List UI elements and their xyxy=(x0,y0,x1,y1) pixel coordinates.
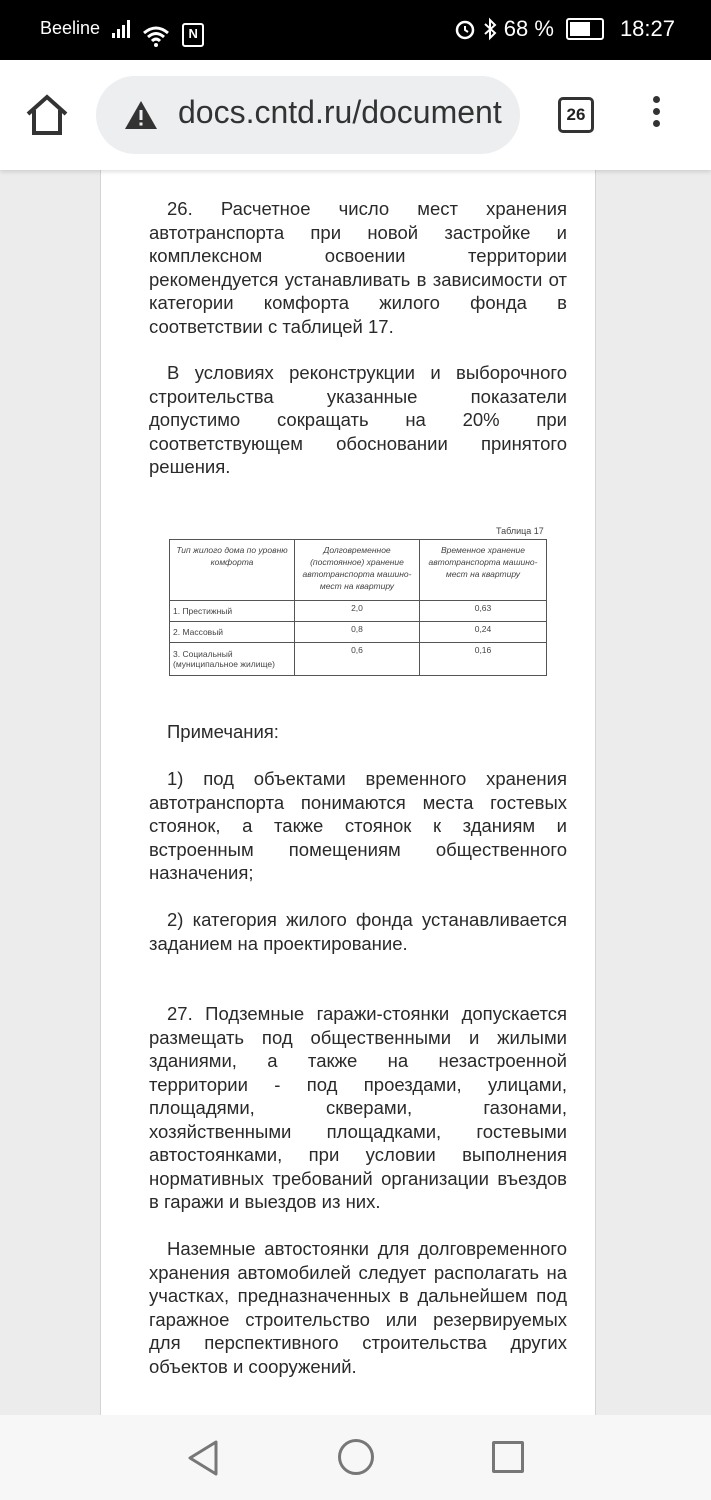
tab-switcher-icon[interactable]: 26 xyxy=(558,97,594,133)
table-cell: 0,63 xyxy=(420,601,547,622)
table-header: Тип жилого дома по уровню комфорта xyxy=(170,540,295,601)
status-icons-right xyxy=(454,16,675,42)
paragraph-ground-parking: Наземные автостоянки для долговременного хранения автомобилей следует располагать на участках, предназначенных в дальнейшем под гаражное строительство или резервируемых для перспективного строительства других объектов и сооружений. xyxy=(149,1238,567,1377)
status-bar xyxy=(0,0,711,60)
home-circle-icon[interactable] xyxy=(338,1439,374,1475)
url-text[interactable]: docs.cntd.ru/document xyxy=(178,94,502,130)
table-cell: 3. Социальный (муниципальное жилище) xyxy=(170,643,295,676)
table-caption: Таблица 17 xyxy=(496,526,544,536)
table-cell: 0,8 xyxy=(295,622,420,643)
table-row xyxy=(170,643,547,676)
comfort-table xyxy=(169,539,547,676)
table-cell: 0,24 xyxy=(420,622,547,643)
home-icon[interactable] xyxy=(22,90,72,140)
battery-percent: 68 % xyxy=(503,16,554,41)
nfc-icon: N xyxy=(182,23,204,47)
more-menu-icon[interactable] xyxy=(644,96,668,136)
wifi-icon xyxy=(142,25,170,47)
table-cell: 2. Массовый xyxy=(170,622,295,643)
alarm-icon xyxy=(454,18,476,40)
table-header: Временное хранение автотранспорта машино-мест на квартиру xyxy=(420,540,547,601)
browser-toolbar xyxy=(0,60,711,170)
table-cell: 0,16 xyxy=(420,643,547,676)
table-cell: 1. Престижный xyxy=(170,601,295,622)
note-2: 2) категория жилого фонда устанавливается заданием на проектирование. xyxy=(149,909,567,954)
status-icons-left xyxy=(112,18,204,47)
signal-icon xyxy=(112,18,130,38)
table-row xyxy=(170,601,547,622)
carrier-name: Beeline xyxy=(40,18,101,38)
bluetooth-icon xyxy=(482,17,498,41)
table-header: Долговременное (постоянное) хранение автотранспорта машино-мест на квартиру xyxy=(295,540,420,601)
document-page xyxy=(100,170,596,1415)
battery-icon xyxy=(566,18,604,40)
table-cell: 0,6 xyxy=(295,643,420,676)
table-row xyxy=(170,622,547,643)
address-bar[interactable] xyxy=(96,76,520,154)
system-nav-bar xyxy=(0,1415,711,1500)
paragraph-26: 26. Расчетное число мест хранения автотранспорта при новой застройке и комплексном освоении территории рекомендуется устанавливать в зависимости от категории комфорта жилого фонда в соответствии с таблицей 17. xyxy=(149,198,567,337)
note-1: 1) под объектами временного хранения автотранспорта понимаются места гостевых стоянок, а также стоянок к зданиям и встроенным помещениям общественного назначения; xyxy=(149,768,567,883)
notes-title: Примечания: xyxy=(167,721,279,742)
paragraph-27: 27. Подземные гаражи-стоянки допускается размещать под общественными и жилыми зданиями, а также на незастроенной территории - под проездами, улицами, площадями, скверами, газонами, хозяйственными площадками, гостевыми автостоянками, при условии выполнения нормативных требований организации въездов в гаражи и выездов из них. xyxy=(149,1003,567,1212)
recent-apps-icon[interactable] xyxy=(492,1441,524,1473)
paragraph-reconstruction: В условиях реконструкции и выборочного строительства указанные показатели допустимо сокращать на 20% при соответствующем обосновании принятого решения. xyxy=(149,362,567,477)
warning-icon[interactable] xyxy=(124,100,158,130)
back-icon[interactable] xyxy=(186,1439,220,1477)
clock: 18:27 xyxy=(619,16,675,41)
table-cell: 2,0 xyxy=(295,601,420,622)
